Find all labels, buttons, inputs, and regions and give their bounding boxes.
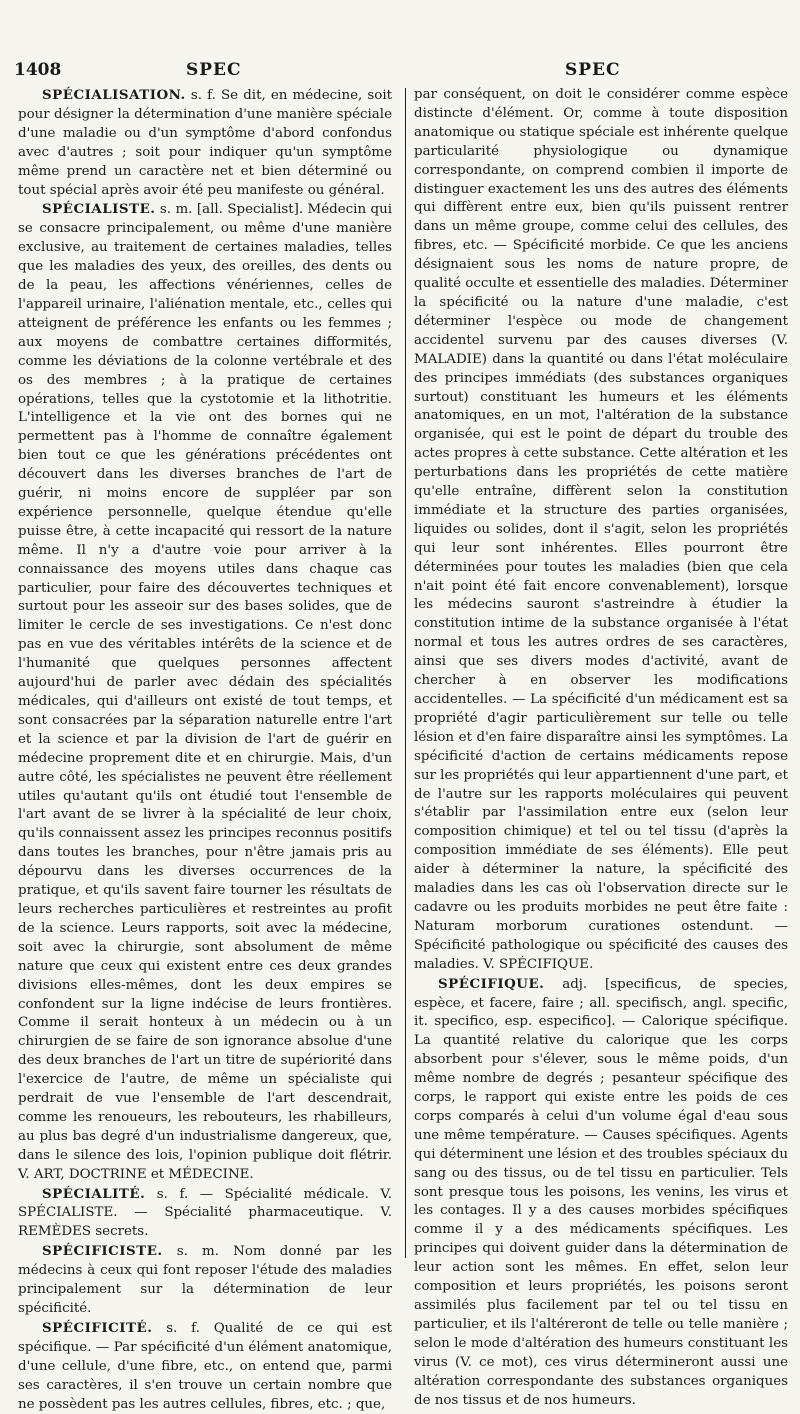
entry-text: s. f. — Spécialité médicale. V. SPÉCIALISTE. — Spécialité pharmaceutique. V. REMÈDES secrets. (18, 1186, 392, 1240)
entry-text: adj. [specificus, de species, espèce, et facere, faire ; all. specifisch, angl. specific, it. specifico, esp. especifico]. — Calorique spécifique. La quantité relative du calorique que les corps absorbent pour s'élever, sous le même poids, d'un même nombre de degrés ; pesanteur spécifique des corps, le rapport qui existe entre les poids de ces corps comparés à celui d'un volume égal d'eau sous une même température. — Causes spécifiques. Agents qui déterminent une lésion et des troubles spéciaux du sang ou des tissus, ou de tel tissu en particulier. Tels sont presque tous les poisons, les venins, les virus et les contages. Il y a des causes morbides spécifiques comme il y a des médicaments spécifiques. Les principes qui doivent guider dans la détermination de leur action sont les mêmes. En effet, selon leur composition et leurs propriétés, les poisons seront assimilés plus facilement par tel ou tel tissu en particulier, et ils l'altéreront de telle ou telle manière ; selon le mode d'altération des humeurs constituant les virus (V. ce mot), ces virus détermineront aussi une altération correspondante des substances organiques de nos tissus et de nos humeurs. (414, 976, 788, 1408)
entry-text: s. m. Nom donné par les médecins à ceux qui font reposer l'étude des maladies principalement sur la détermination de leur spécificité. (18, 1244, 392, 1316)
headword: SPÉCIALISATION. (42, 87, 186, 103)
entry-specialite (18, 1185, 392, 1243)
headword: SPÉCIALITÉ. (42, 1185, 146, 1202)
entry-specialisation (18, 86, 392, 200)
headword: SPÉCIFICITÉ. (42, 1319, 153, 1336)
entry-specificite (18, 1319, 392, 1414)
running-head-left: SPEC (186, 60, 242, 80)
column-divider (405, 88, 406, 1258)
left-column (18, 86, 392, 1414)
entry-text: par conséquent, on doit le considérer comme espèce distincte d'élément. Or, comme à toute disposition anatomique ou statique spéciale est inhérente quelque particularité physiologique ou dynamique correspondante, on comprend combien il importe de distinguer exactement les uns des autres des éléments qui diffèrent entre eux, bien qu'ils puissent rentrer dans un même groupe, comme celui des cellules, des fibres, etc. — Spécificité morbide. Ce que les anciens désignaient sous les noms de nature propre, de qualité occulte et essentielle des maladies. Déterminer la spécificité ou la nature d'une maladie, c'est déterminer l'espèce ou mode de changement accidentel survenu par des causes diverses (V. MALADIE) dans la quantité ou dans l'état moléculaire des principes immédiats (des substances organiques surtout) constituant les humeurs et les éléments anatomiques, en un mot, l'altération de la substance organisée, qui est le point de départ du trouble des actes propres à cette substance. Cette altération et les perturbations dans les propriétés de cette matière qu'elle entraîne, diffèrent selon la constitution immédiate et la structure des parties organisées, liquides ou solides, dont il s'agit, selon les propriétés qui leur sont inhérentes. Elles pourront être déterminées pour toutes les maladies (bien que cela n'ait point été fait encore convenablement), lorsque les médecins sauront s'astreindre à étudier la constitution intime de la substance organisée à l'état normal et tous les autres ordres de ses caractères, ainsi que ses divers modes d'activité, avant de chercher à en observer les modifications accidentelles. — La spécificité d'un médicament est sa propriété d'agir particulièrement sur telle ou telle lésion et d'en faire disparaître ainsi les symptômes. La spécificité d'action de certains médicaments repose sur les propriétés qui leur appartiennent d'une part, et de l'autre sur les rapports moléculaires qui peuvent s'établir par l'assimilation entre eux (selon leur composition chimique) et tel ou tel tissu (d'après la composition immédiate de ses éléments). Elle peut aider à déterminer la nature, la spécificité des maladies dans les cas où l'observation directe sur le cadavre ou les produits morbides ne peut être faite : Naturam morborum curationes ostendunt. — Spécificité pathologique ou spécificité des causes des maladies. V. SPÉCIFIQUE. (414, 87, 788, 972)
running-head-right: SPEC (565, 60, 621, 80)
entry-specialiste (18, 200, 392, 1184)
right-column (414, 86, 788, 1410)
page-number: 1408 (14, 60, 62, 80)
entry-specificiste (18, 1242, 392, 1319)
entry-text: s. m. [all. Specialist]. Médecin qui se consacre principalement, ou même d'une manière exclusive, au traitement de certaines maladies, telles que les maladies des yeux, des oreilles, des dents ou de la peau, les affections vénériennes, celles de l'appareil urinaire, l'aliénation mentale, etc., celles qui atteignent de préférence les enfants ou les femmes ; aux moyens de combattre certaines difformités, comme les déviations de la colonne vertébrale et des os des membres ; à la pratique de certaines opérations, telles que la cystotomie et la lithotritie. L'intelligence et la vie ont des bornes qui ne permettent pas à l'homme de connaître également bien tout ce que les générations précédentes ont découvert dans les diverses branches de l'art de guérir, ni moins encore de suppléer par son expérience personnelle, quelque étendue qu'elle puisse être, à cette incapacité qui ressort de la nature même. Il n'y a d'autre voie pour arriver à la connaissance des moyens utiles dans chaque cas particulier, pour faire des découvertes techniques et surtout pour les asseoir sur des bases solides, que de limiter le cercle de ses investigations. Ce n'est donc pas en vue des véritables intérêts de la science et de l'humanité que quelques personnes affectent aujourd'hui de parler avec dédain des spécialités médicales, qui d'ailleurs ont existé de tout temps, et sont consacrées par la séparation naturelle entre l'art et la science et par la division de l'art de guérir en médecine proprement dite et en chirurgie. Mais, d'un autre côté, les spécialistes ne peuvent être réellement utiles qu'autant qu'ils ont étudié tout l'ensemble de l'art avant de se livrer à la spécialité de leur choix, qu'ils connaissent assez les principes reconnus positifs dans toutes les branches, pour n'être jamais pris au dépourvu dans les diverses occurrences de la pratique, et qu'ils savent faire tourner les résultats de leurs recherches particulières et restreintes au profit de la science. Leurs rapports, soit avec la médecine, soit avec la chirurgie, sont absolument de même nature que ceux qui existent entre ces deux grandes divisions elles-mêmes, dont les deux empires se confondent sur la ligne indécise de leurs frontières. Comme il serait honteux à un médecin ou à un chirurgien de se faire de son ignorance absolue d'une des deux branches de l'art un titre de supériorité dans l'exercice de l'autre, de même un spécialiste qui perdrait de vue l'ensemble de l'art descendrait, comme les renoueurs, les rebouteurs, les rhabilleurs, au plus bas degré d'un industrialisme dangereux, que, dans le silence des lois, l'opinion publique doit flétrir. V. ART, DOCTRINE et MÉDECINE. (18, 202, 392, 1182)
headword: SPÉCIFICISTE. (42, 1243, 163, 1260)
entry-text: s. f. Se dit, en médecine, soit pour désigner la détermination d'une manière spéciale d'une maladie ou d'un symptôme d'abord confondus avec d'autres ; soit pour indiquer qu'un symptôme même prend un caractère net et bien déterminé ou tout spécial après avoir été peu manifeste ou général. (18, 88, 392, 198)
headword: SPÉCIFIQUE. (438, 975, 545, 992)
entry-text: s. f. Qualité de ce qui est spécifique. — Par spécificité d'un élément anatomique, d'une cellule, d'une fibre, etc., on entend que, parmi ses caractères, il s'en trouve un certain nombre que ne possèdent pas les autres cellules, fibres, etc. ; que, (18, 1320, 392, 1412)
entry-specifique (414, 975, 788, 1411)
headword: SPÉCIALISTE. (42, 201, 156, 218)
entry-specificite-continued (414, 86, 788, 975)
